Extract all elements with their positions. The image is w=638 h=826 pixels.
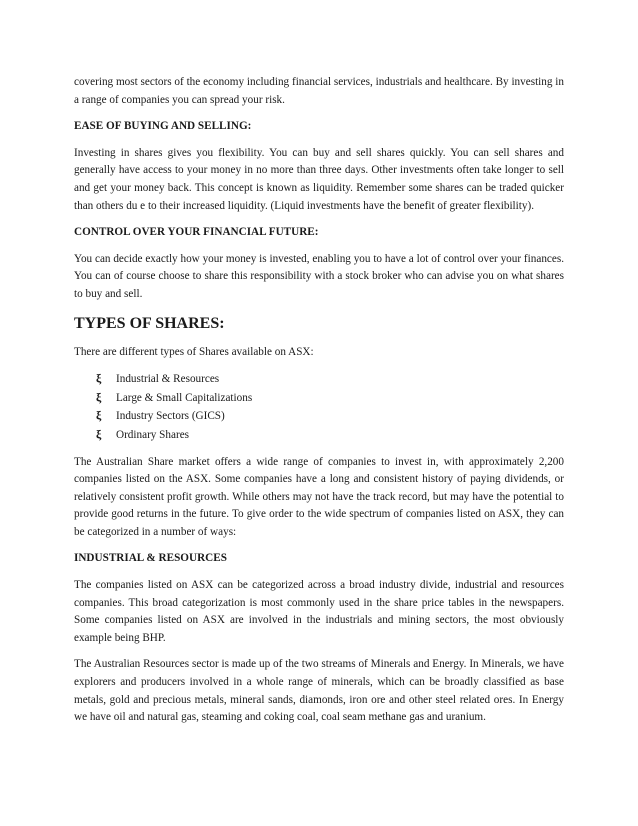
list-item (96, 407, 564, 426)
industrial-paragraph-2: The Australian Resources sector is made up of the two streams of Minerals and Energy. In Minerals, we have explorers and producers involved in a whole range of minerals, which can be broadly classified as base metals, gold and precious metals, mineral sands, diamonds, iron ore and other steel related ores. In Energy we have oil and natural gas, steaming and coking coal, coal seam methane gas and uranium. (74, 658, 564, 724)
xi-bullet-icon: ξ (96, 408, 102, 423)
control-heading: CONTROL OVER YOUR FINANCIAL FUTURE: (74, 226, 319, 239)
xi-bullet-icon: ξ (96, 389, 102, 404)
list-item (96, 389, 564, 408)
document-page (74, 74, 564, 727)
intro-paragraph: covering most sectors of the economy including financial services, industrials and healthcare. By investing in a range of companies you can spread your risk. (74, 76, 564, 106)
types-paragraph: The Australian Share market offers a wide range of companies to invest in, with approximately 2,200 companies listed on the ASX. Some companies have a long and consistent history of paying dividends, or relatively consistent profit growth. While others may not have the track record, but may have the potential to provide good returns in the future. To give order to the wide spectrum of companies listed on ASX, they can be categorized in a number of ways: (74, 455, 564, 538)
xi-bullet-icon: ξ (96, 426, 102, 441)
list-item-text: Large & Small Capitalizations (116, 391, 253, 404)
types-heading: TYPES OF SHARES: (74, 314, 225, 332)
list-item-text: Industry Sectors (GICS) (116, 410, 225, 423)
control-paragraph: You can decide exactly how your money is invested, enabling you to have a lot of control over your finances. You can of course choose to share this responsibility with a stock broker who can advise you on what shares to buy and sell. (74, 252, 564, 300)
industrial-heading: INDUSTRIAL & RESOURCES (74, 552, 227, 565)
ease-heading: EASE OF BUYING AND SELLING: (74, 120, 252, 133)
industrial-paragraph-1: The companies listed on ASX can be categorized across a broad industry divide, industrial and resources companies. This broad categorization is most commonly used in the share price tables in the newspapers. Some companies listed on ASX are involved in the industrials and mining sectors, the most obviously example being BHP. (74, 579, 564, 644)
list-item (96, 370, 564, 389)
list-item (96, 426, 564, 445)
xi-bullet-icon: ξ (96, 371, 102, 386)
ease-paragraph: Investing in shares gives you flexibility. You can buy and sell shares quickly. You can sell shares and generally have access to your money in no more than three days. Other investments often take longer to sell and get your money back. This concept is known as liquidity. Remember some shares can be traded quicker than others du e to their increased liquidity. (Liquid investments have the benefit of greater flexibility). (74, 146, 564, 212)
list-item-text: Industrial & Resources (116, 373, 220, 386)
list-item-text: Ordinary Shares (116, 428, 190, 441)
share-types-list (74, 370, 564, 444)
types-lead: There are different types of Shares available on ASX: (74, 345, 314, 358)
